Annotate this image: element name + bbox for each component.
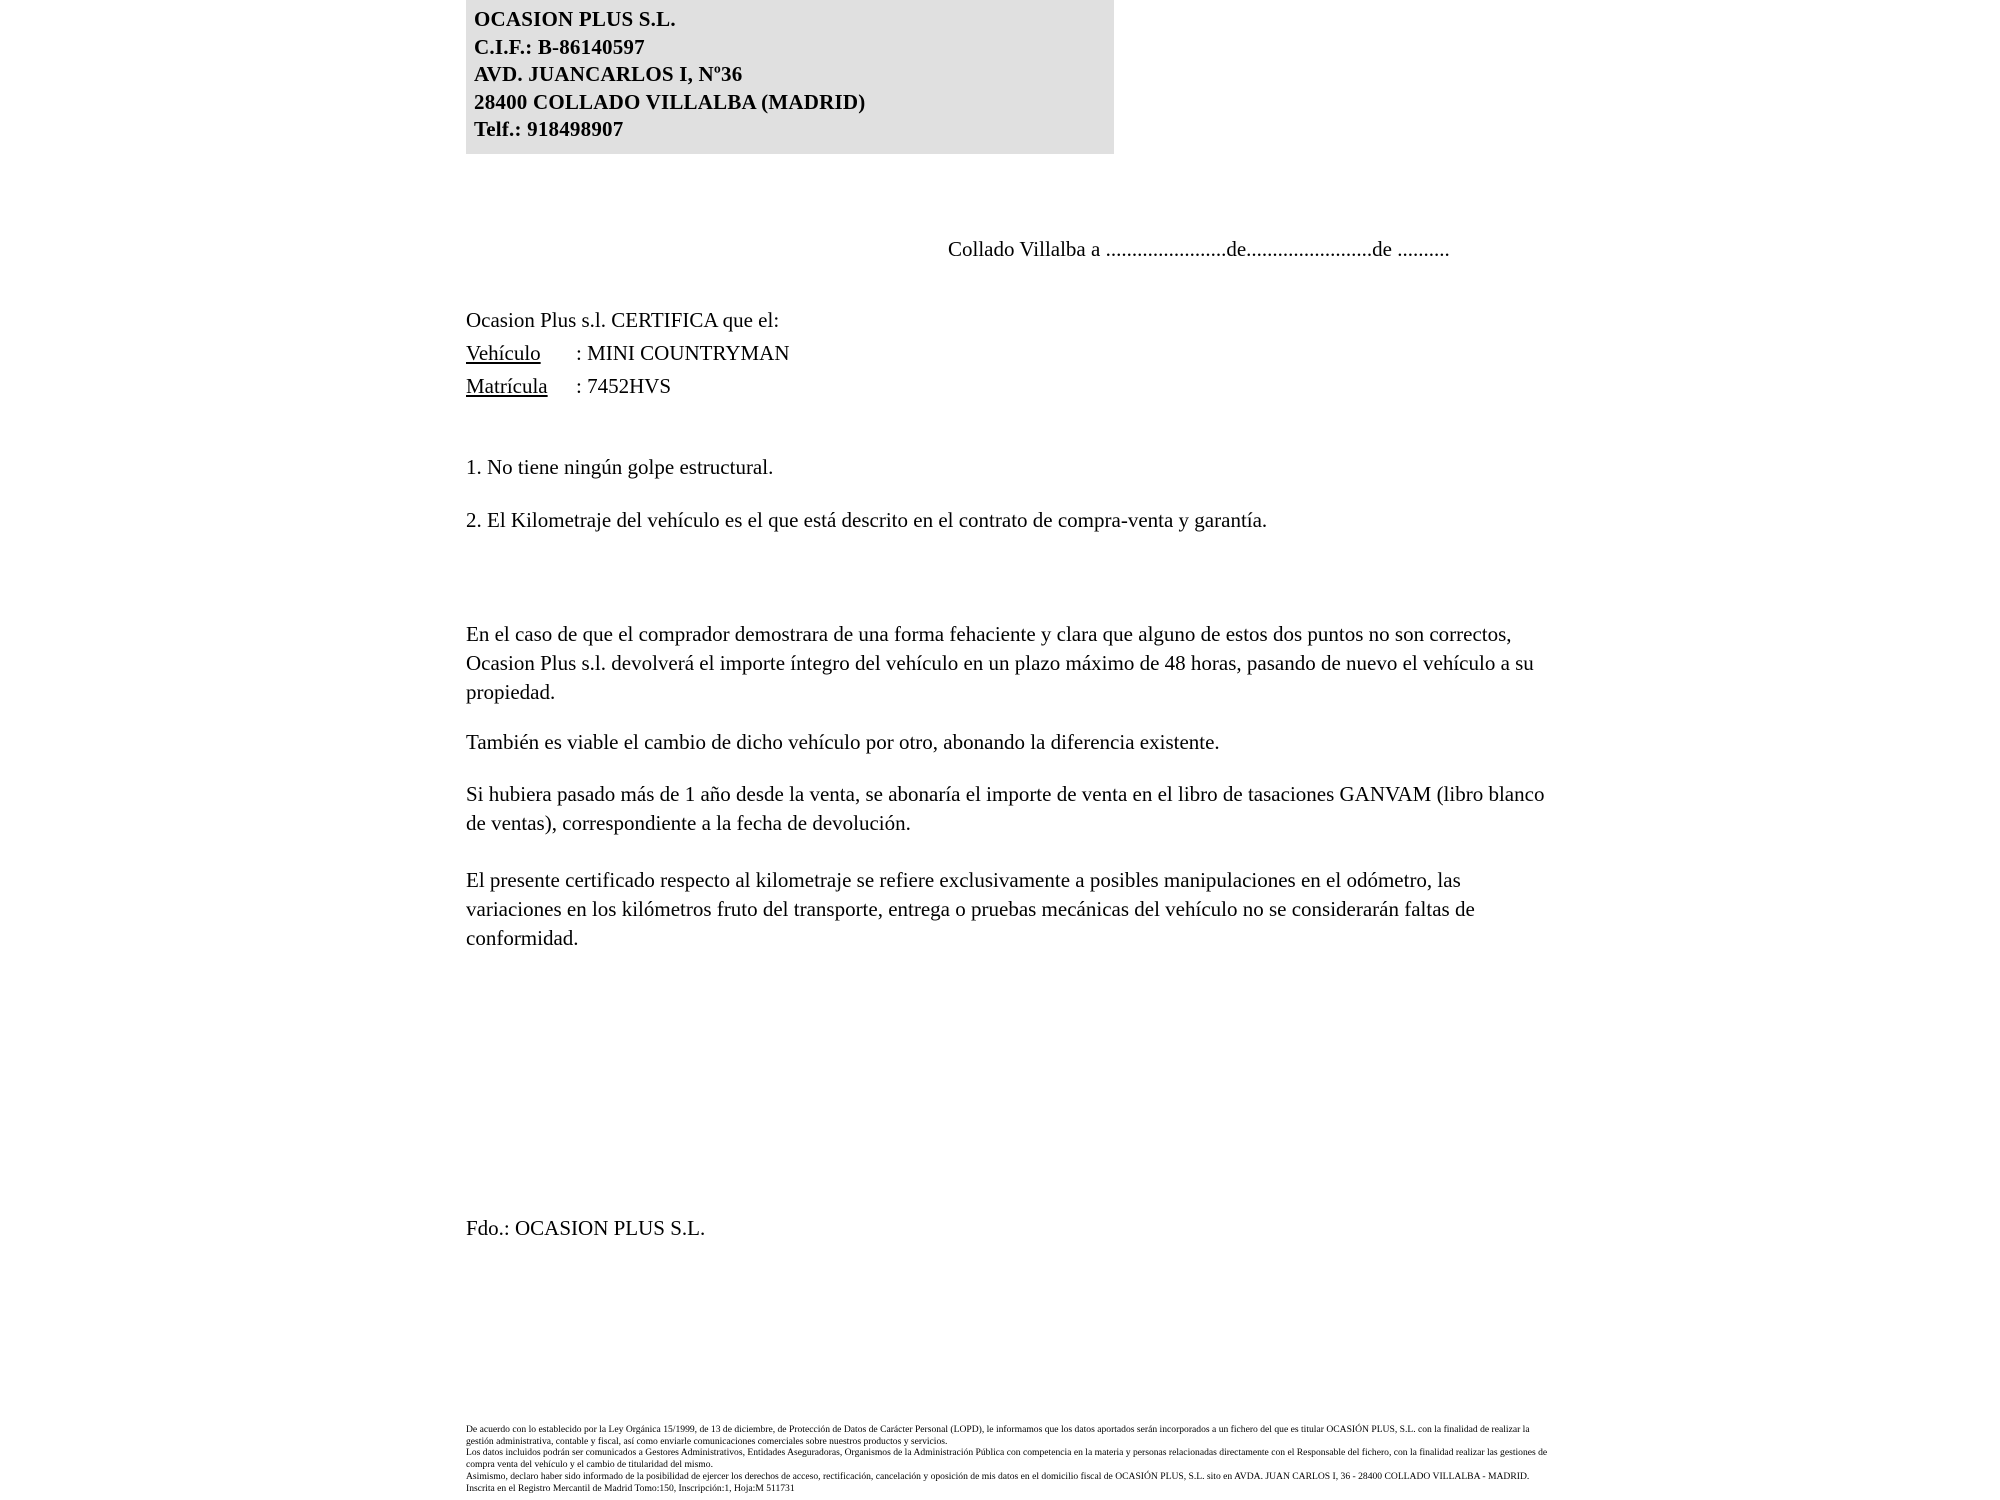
company-letterhead xyxy=(466,0,1114,154)
signature-line: Fdo.: OCASION PLUS S.L. xyxy=(466,1216,706,1240)
paragraph-odometer-scope: El presente certificado respecto al kilometraje se refiere exclusivamente a posibles manipulaciones en el odómetro, las variaciones en los kilómetros fruto del transporte, entrega o pruebas mecánicas del vehículo no se considerarán faltas de conformidad. xyxy=(466,868,1475,950)
date-line: Collado Villalba a .......................de........................de .......... xyxy=(948,237,1450,261)
company-address-city: 28400 COLLADO VILLALBA (MADRID) xyxy=(474,89,866,114)
plate-value: : 7452HVS xyxy=(576,374,672,398)
legal-footer xyxy=(466,1424,1556,1494)
plate-label: Matrícula xyxy=(466,374,548,398)
certification-block xyxy=(466,304,790,403)
legal-paragraph-2: Los datos incluidos podrán ser comunicados a Gestores Administrativos, Entidades Aseguradoras, Organismos de la Administración Pública con competencia en la materia y personas relacionadas directamente con el Responsable del fichero, con la finalidad realizar las gestiones de compra venta del vehículo y el cambio de titularidad del mismo. xyxy=(466,1447,1548,1471)
certified-point-1: 1. No tiene ningún golpe estructural. xyxy=(466,455,774,479)
legal-paragraph-3: Asimismo, declaro haber sido informado de la posibilidad de ejercer los derechos de acceso, rectificación, cancelación y oposición de mis datos en el domicilio fiscal de OCASIÓN PLUS, S.L. sito en AVDA. JUAN CARLOS I, 36 - 28400 COLLADO VILLALBA - MADRID. Inscrita en el Registro Mercantil de Madrid Tomo:150, Inscripción:1, Hoja:M 511731 xyxy=(466,1470,1530,1494)
company-cif: C.I.F.: B-86140597 xyxy=(474,34,645,59)
legal-paragraph-1: De acuerdo con lo establecido por la Ley Orgánica 15/1999, de 13 de diciembre, de Protección de Datos de Carácter Personal (LOPD), le informamos que los datos aportados serán incorporados a un fichero del que es titular OCASIÓN PLUS, S.L. con la finalidad de realizar la gestión administrativa, contable y fiscal, así como enviarle comunicaciones comerciales sobre nuestros productos y servicios. xyxy=(466,1424,1530,1447)
vehicle-value: : MINI COUNTRYMAN xyxy=(576,341,790,365)
plate-row xyxy=(466,370,790,403)
vehicle-label: Vehículo xyxy=(466,341,541,365)
certified-point-2: 2. El Kilometraje del vehículo es el que está descrito en el contrato de compra-venta y garantía. xyxy=(466,508,1268,532)
vehicle-row xyxy=(466,337,790,370)
certification-intro: Ocasion Plus s.l. CERTIFICA que el: xyxy=(466,308,780,332)
company-phone: Telf.: 918498907 xyxy=(474,117,624,141)
paragraph-refund-terms: En el caso de que el comprador demostrara de una forma fehaciente y clara que alguno de estos dos puntos no son correctos, Ocasion Plus s.l. devolverá el importe íntegro del vehículo en un plazo máximo de 48 horas, pasando de nuevo el vehículo a su propiedad. xyxy=(466,622,1534,704)
paragraph-exchange-option: También es viable el cambio de dicho vehículo por otro, abonando la diferencia existente. xyxy=(466,730,1220,754)
company-address-street: AVD. JUANCARLOS I, Nº36 xyxy=(474,62,743,86)
company-name: OCASION PLUS S.L. xyxy=(474,7,676,31)
paragraph-after-one-year: Si hubiera pasado más de 1 año desde la venta, se abonaría el importe de venta en el libro de tasaciones GANVAM (libro blanco de ventas), correspondiente a la fecha de devolución. xyxy=(466,782,1545,835)
